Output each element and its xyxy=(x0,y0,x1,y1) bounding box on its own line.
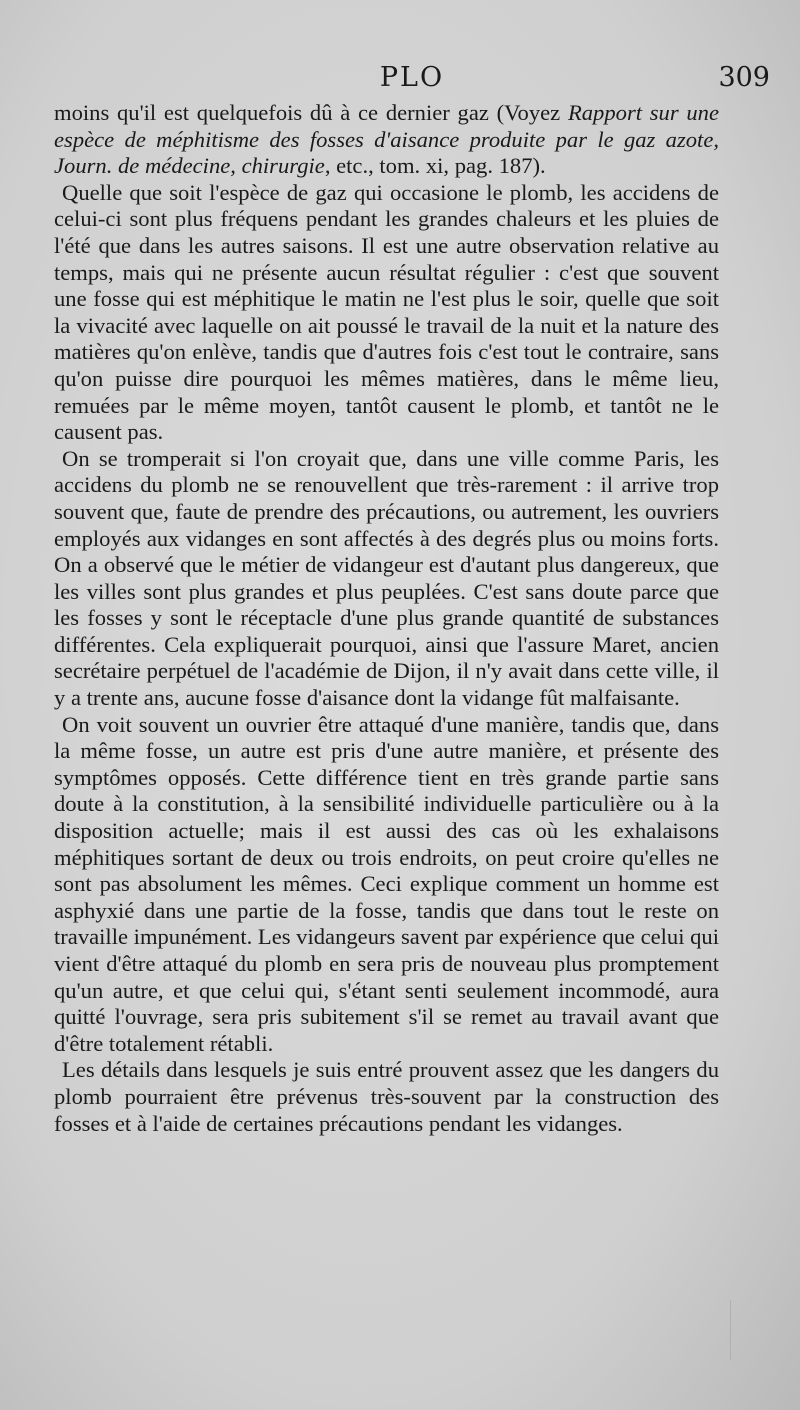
paragraph-2: Quelle que soit l'espèce de gaz qui occasione le plomb, les accidens de celui-ci sont plus fréquens pendant les grandes chaleurs et les pluies de l'été que dans les autres saisons. Il est une autre observation relative au temps, mais qui ne présente aucun résultat régulier : c'est que souvent une fosse qui est méphitique le matin ne l'est plus le soir, quelle que soit la vivacité avec laquelle on ait poussé le travail de la nuit et la nature des matières qu'on enlève, tandis que d'autres fois c'est tout le contraire, sans qu'on puisse dire pourquoi les mêmes matières, dans le même lieu, remuées par le même moyen, tantôt causent le plomb, et tantôt ne le causent pas. xyxy=(54,179,719,445)
paragraph-1-citation-end: , etc., tom. xi, pag. 187). xyxy=(324,153,546,179)
page-header xyxy=(54,62,770,98)
margin-mark xyxy=(730,1300,731,1360)
body-text xyxy=(54,100,719,1137)
paragraph-4: On voit souvent un ouvrier être attaqué d'une manière, tandis que, dans la même fosse, un autre est pris d'une autre manière, et présente des symptômes opposés. Cette différence tient en très grande partie sans doute à la constitution, à la sensibilité individuelle particulière ou à la disposition actuelle; mais il est aussi des cas où les exhalaisons méphitiques sortant de deux ou trois endroits, on peut croire qu'elles ne sont pas absolument les mêmes. Ceci explique comment un homme est asphyxié dans une partie de la fosse, tandis que dans tout le reste on travaille impunément. Les vidangeurs savent par expérience que celui qui vient d'être attaqué du plomb en sera pris de nouveau plus promptement qu'un autre, et que celui qui, s'étant senti seulement incommodé, aura quitté l'ouvrage, sera pris subitement s'il se remet au travail avant que d'être totalement rétabli. xyxy=(54,711,720,1056)
paragraph-3: On se tromperait si l'on croyait que, dans une ville comme Paris, les accidens du plomb ne se renouvellent que très-rarement : il arrive trop souvent que, faute de prendre des précautions, ou autrement, les ouvriers employés aux vidanges en sont affectés à des degrés plus ou moins forts. On a observé que le métier de vidangeur est d'autant plus dangereux, que les villes sont plus grandes et plus peuplées. C'est sans doute parce que les fosses y sont le réceptacle d'une plus grande quantité de substances différentes. Cela expliquerait pourquoi, ainsi que l'assure Maret, ancien secrétaire perpétuel de l'académie de Dijon, il n'y avait dans cette ville, il y a trente ans, aucune fosse d'aisance dont la vidange fût malfaisante. xyxy=(54,445,719,711)
paragraph-1-citation: Rapport sur une espèce de méphitisme des fosses d'aisance produite par le gaz azote, Journ. de médecine, chirurgie xyxy=(54,100,719,179)
page-number: 309 xyxy=(718,62,770,93)
paragraph-1-text: moins qu'il est quelquefois dû à ce dernier gaz (Voyez xyxy=(54,100,568,125)
paragraph-5: Les détails dans lesquels je suis entré prouvent assez que les dangers du plomb pourraient être prévenus très-souvent par la construction des fosses et à l'aide de certaines précautions pendant les vidanges. xyxy=(54,1057,719,1136)
running-head: PLO xyxy=(379,62,445,93)
paragraph-1 xyxy=(54,100,719,180)
